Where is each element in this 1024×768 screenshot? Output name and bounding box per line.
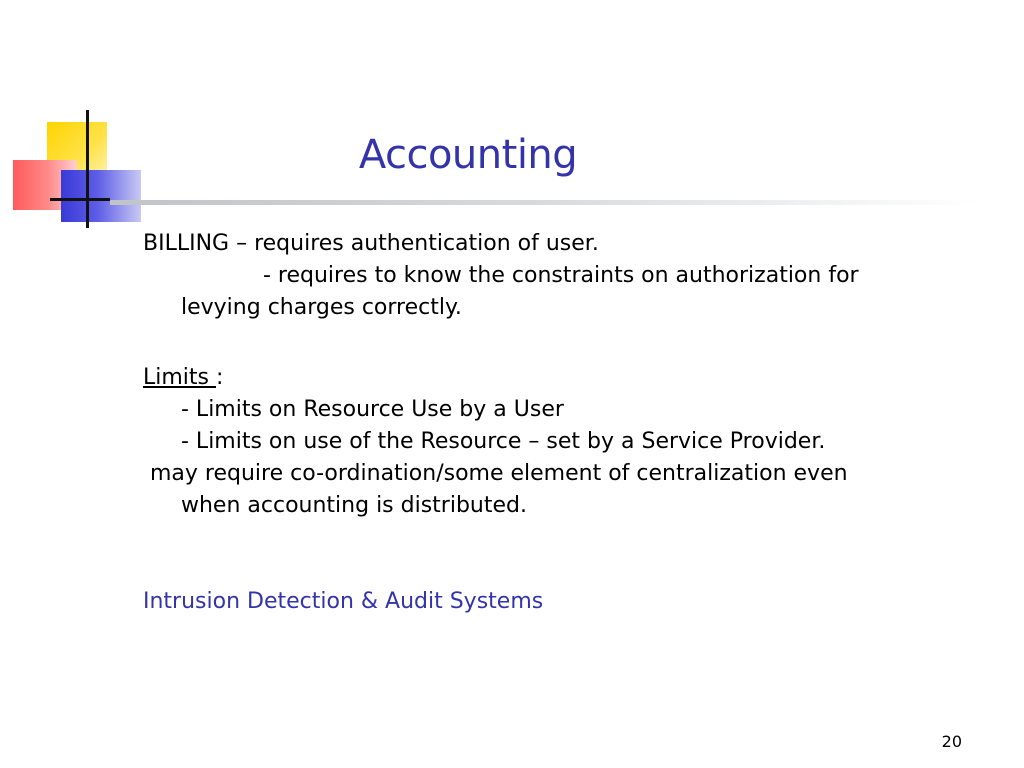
limits-heading: [143, 362, 953, 394]
coordination-line-2: when accounting is distributed.: [181, 493, 527, 518]
limits-label: Limits: [143, 365, 216, 390]
slide-body: [143, 228, 953, 618]
billing-line-2: - requires to know the constraints on authorization for: [263, 263, 859, 288]
title-underline-rule: [110, 200, 980, 205]
limit-item-2: - Limits on use of the Resource – set by a Service Provider.: [181, 429, 826, 454]
intrusion-detection-link[interactable]: Intrusion Detection & Audit Systems: [143, 589, 544, 614]
slide-title: Accounting: [358, 132, 578, 178]
billing-line-1: BILLING – requires authentication of user.: [143, 231, 599, 256]
spacer: [143, 324, 953, 362]
page-number: 20: [941, 732, 962, 751]
limits-colon: :: [216, 365, 224, 390]
horizontal-line-decoration: [50, 198, 110, 201]
spacer: [143, 522, 953, 586]
coordination-line-1: may require co-ordination/some element of centralization even: [143, 461, 848, 486]
limit-item-1: - Limits on Resource Use by a User: [181, 397, 564, 422]
billing-line-3: levying charges correctly.: [181, 295, 462, 320]
